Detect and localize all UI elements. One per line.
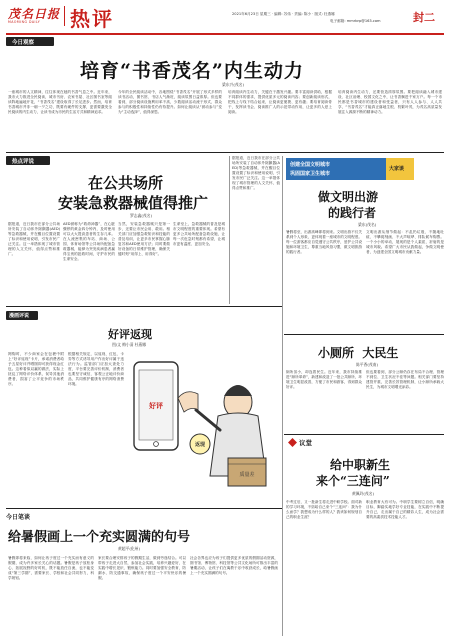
headline-summer: 给暑假画上一个充实圆满的句号 xyxy=(8,530,191,545)
rm-para-2: 但也要看到，部分公厕仍存在布局不合理、管理不到位、卫生状况不佳等问题。相关部门要坚持建管并重，完善长效管理机制，让小厕所承载大民生，为城市文明增光添彩。 xyxy=(366,370,444,389)
col3-para-1: 网购时，不少商家会在包裹中附上“好评返现”卡片，承诺消费者给予五星好评并晒图即可获得现金红包。这种看似双赢的做法，实际上扰乱了网络评价体系，误导其他消费者，损害了公平竞争的市场秩序。 xyxy=(8,352,64,386)
rt-para-1: 暑假将至，出游高峰即将到来。文明出游不仅关系到个人形象，更体现着一座城市的文明程度。每一位游客都应自觉遵守公共秩序，爱护公共设施和环境卫生，尊重当地风俗习惯，做文明旅游的践行者。 xyxy=(286,230,362,254)
byline-right-mid: 陈平香(茂南) xyxy=(356,362,378,367)
headline-civil-travel-1: 做文明出游 xyxy=(318,190,379,204)
tag-label: 热点评说 xyxy=(12,159,35,165)
col1-para-3: 培育阅读内生动力，关键在于激发兴趣。要丰富阅读供给，根据不同群体的需求，提供优质多元的阅读内容；要创新阅读形式，把线上与线下结合起来，让阅读更便捷、更有趣；要培育阅读骨干，发挥读书会、阅读推广人的示范带动作用，让更多的人爱上阅读。 xyxy=(228,90,332,114)
page-label: 封二 xyxy=(413,11,435,24)
col4-para-2: 家长要合理安排孩子的假期生活，做到劳逸结合。可以带孩子走进大自然，参加社会实践，培养兴趣爱好，在实践中增长见识、锻炼能力。同时要加强安全教育，防溺水、防交通事故，确保孩子度过一个平安快乐的暑假。 xyxy=(98,556,186,580)
headline-aed-line1: 在公共场所 xyxy=(88,174,164,192)
col3-para-2: 根据相关规定，以返现、红包、卡券等方式诱导用户作出好评属于违法行为。监管部门应加大查处力度，平台要完善评价机制，消费者也要坚守诚信，客观公正地评价商品，共同维护健康有序的网络消费环境。 xyxy=(68,352,124,386)
byline-col2: 罗志鑫(茂名) xyxy=(130,213,152,218)
divider-right-1 xyxy=(284,334,444,335)
banner-tag xyxy=(386,158,414,180)
col1-para-1: 一座城市的人文精神，往往体现在她的书香气息之中。近年来，我市大力推进全民阅读，城市书房、农家书屋、社区图书室等阅读阵地遍地开花，“书香茂名”建设取得了长足进步。然而，培育书香城市并非一朝一夕之功，既要有硬件的支撑，更需要激发全民阅读的内生动力，让读书成为市民的生活方式和精神追求。 xyxy=(8,90,112,114)
email-line: 电子邮箱: mmrbrp@163.com xyxy=(330,19,381,23)
col1-para-2: 今年的全民阅读活动中，各地围绕“书香茂名”开展了形式多样的读书活动，图书馆、书店人气渐旺，阅读氛围日益浓厚。但也要看到，部分阅读设施利用率不高，少数阅读活动流于形式，群众参与的积极性和持续性仍有待提升。如何让阅读从“被动参与”变为“主动选择”，值得深思。 xyxy=(118,90,222,114)
tag-label: 今日观察 xyxy=(12,40,35,46)
byline-col3: 图/文 梅小清 杜燕娜 xyxy=(112,342,147,347)
col4-para-1: 暑假即将来临，如何让孩子度过一个充实而有意义的假期，成为许多家长关心的话题。暑假是孩子放松身心、拓展视野的好时机，既不能放任自流，也不能变成“第三学期”，需要家长、学校和社会共同努力，科学规划。 xyxy=(8,556,94,580)
rb-para-2: 职业教育大有可为。中职学生要树立自信，明确目标，脚踏实地学好专业技能，在实践中不断提升自己，走出属于自己的精彩人生，成为社会需要的高素质技术技能人才。 xyxy=(366,500,444,519)
vertical-divider-right xyxy=(282,156,283,636)
cartoon-box-text: 质量差 xyxy=(239,472,255,478)
masthead-rule xyxy=(6,33,444,35)
masthead-divider xyxy=(64,6,65,26)
tag-label: 今日笔谈 xyxy=(6,514,31,521)
col4-para-3: 社会各界也应为孩子们提供更多优质的假期活动资源，图书馆、博物馆、科技馆等公共文化场所可推出丰富的暑期活动，让孩子们在寓教于乐中收获成长，给暑假画上一个充实圆满的句号。 xyxy=(190,556,278,575)
section-title: 热评 xyxy=(70,7,114,31)
byline-col1: 梁东兴(茂名) xyxy=(222,82,244,87)
tag-cartoon xyxy=(6,311,38,320)
banner-line1: 创建全国文明城市 xyxy=(290,162,331,168)
civic-banner xyxy=(286,158,386,180)
headline-toilet: 小厕所 大民生 xyxy=(318,346,399,360)
col1-para-4: 培育阅读内生动力，还要营造浓厚氛围。要把阅读融入城市建设、社区治理、校园文化之中，让书香飘进千家万户。每一个市民都是书香城市的建设者和受益者，只有人人参与、人人共享，“书香茂名”才能真正落地生根、枝繁叶茂，为茂名高质量发展注入源源不断的精神动力。 xyxy=(338,90,442,114)
headline-vocational-2: 来个“三连问” xyxy=(316,474,390,488)
date-line: 2021年6月23日 星期三 · 编辑: 苏伟 · 责编: 陈小 · 版式: 杜燕娜 xyxy=(232,12,335,16)
divider-2 xyxy=(6,306,282,307)
divider-3 xyxy=(6,508,282,509)
cartoon-illustration xyxy=(128,350,278,500)
cartoon-coin-text: 返现 xyxy=(194,442,206,448)
rm-para-1: 厕所虽小，却连着民生。近年来，我市持续推进“厕所革命”，新建和改造了一批公共厕所，环境卫生明显改善，方便了市民和游客，得到群众好评。 xyxy=(286,370,362,389)
headline-reading-city: 培育“书香茂名”内生动力 xyxy=(80,60,304,82)
masthead xyxy=(0,0,450,34)
col2-para-4: 生命至上，急救器械的普及是城市文明程度的重要体现。希望有更多公共场所配备急救设施，让每一次危急时刻都有希望，让城市更有温度、更加安全。 xyxy=(173,222,225,246)
banner-line2: 巩固国家卫生城市 xyxy=(290,171,331,177)
vertical-divider-mid xyxy=(229,156,230,304)
tag-today-pen xyxy=(6,512,46,521)
divider-1 xyxy=(6,152,444,153)
headline-vocational-1: 给中职新生 xyxy=(330,458,391,472)
col2-para-1: 据报道，近日我市在部分公共场所安装了自动体外除颤器(AED)等急救器械，并在醒目位置设置了标识和使用说明，引发市民广泛关注。这一举措体现了城市管理的人文关怀，值得点赞和推广。 xyxy=(8,222,60,256)
tag-hot-topic xyxy=(6,156,50,165)
headline-aed-line2: 安装急救器械值得推广 xyxy=(58,194,209,212)
tag-label: 议堂 xyxy=(299,439,312,447)
headline-civil-travel-2: 的践行者 xyxy=(328,206,377,220)
headline-cartoon: 好评返现 xyxy=(108,328,152,341)
byline-right-bottom: 黄佩玲(茂名) xyxy=(352,491,374,496)
byline-col4: 黄超平(化州) xyxy=(118,546,140,551)
col2-para-5: 据报道，近日我市在部分公共场所安装了自动体外除颤器(AED)等急救器械，并在醒目位置设置了标识和使用说明，引发市民广泛关注。这一举措体现了城市管理的人文关怀，值得点赞和推广。 xyxy=(232,156,280,190)
paper-name: 茂名日报 xyxy=(8,7,61,21)
col2-para-2: AED被称为“救命神器”，在心脏骤停的黄金四分钟内，及时使用可以大大提高患者的生存几率。在人流密集的车站、商场、公园、体育场馆等公共场所配备急救器械，能够为突发疾病患者赢得宝贵的抢救时间，守护市民的生命安全。 xyxy=(63,222,115,261)
tag-yitang xyxy=(288,438,318,447)
cartoon-phone-text: 好评 xyxy=(149,402,163,410)
paper-name-en: MAOMING DAILY xyxy=(8,20,41,24)
banner-tag-label: 大家谈 xyxy=(389,166,405,172)
pen-icon xyxy=(288,438,297,447)
tag-today-observe xyxy=(6,37,54,46)
rb-para-1: 中考过后，又一批新生将走进中职学校。面对新的学习环境，不妨给自己来个“三连问”：我为什么而学？我想成为什么样的人？我该如何规划自己的职业生涯？ xyxy=(286,500,362,519)
byline-right-top: 梁东(茂名) xyxy=(358,222,377,227)
col2-para-3: 当然，安装急救器械只是第一步，还要让市民会用、敢用。相关部门应加强急救知识和技能的普及培训，让更多市民掌握心肺复苏和AED使用方法；同时要做好设备的日常维护管理，确保关键时刻“用得上、用得好”。 xyxy=(118,222,170,256)
tag-label: 漫画评说 xyxy=(9,313,30,319)
divider-right-2 xyxy=(284,434,444,435)
rt-para-2: 文明出游从细节做起：不乱扔垃圾、不随地吐痰、不攀爬刻画、不大声喧哗、排队候车购票。一个小小的举动，展现的是个人素质，折射的是城市风貌。希望广大市民从我做起，争做文明使者，为创建全国文明城市贡献力量。 xyxy=(366,230,444,254)
